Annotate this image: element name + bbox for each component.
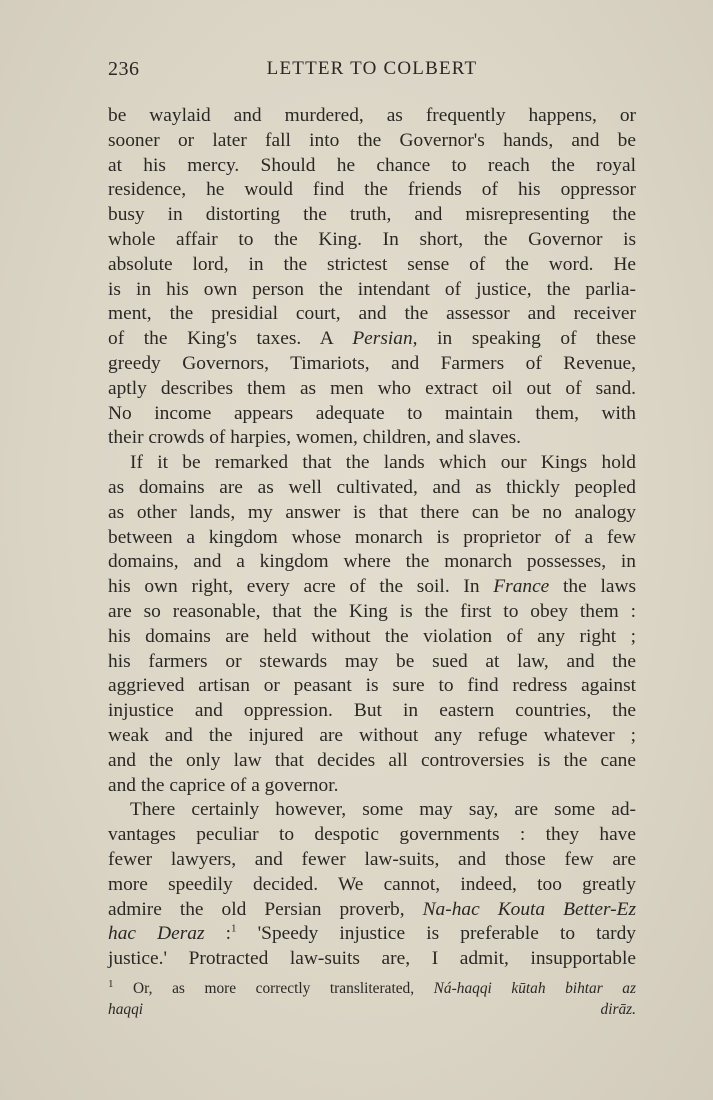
text-line: No income appears adequate to maintain them, with: [108, 402, 636, 424]
body-text: [108, 104, 636, 972]
text-line: [108, 575, 636, 600]
text-line: greedy Governors, Timariots, and Farmers of Revenue,: [108, 352, 636, 374]
text-segment: , in speaking of these: [412, 328, 636, 350]
text-line: aggrieved artisan or peasant is sure to find redress against: [108, 675, 636, 697]
text-line: aptly describes them as men who extract oil out of sand.: [108, 377, 636, 399]
footnote-line: [108, 999, 636, 1020]
text-line: more speedily decided. We cannot, indeed, too greatly: [108, 873, 636, 895]
text-segment: 'Speedy injustice is preferable to tardy: [236, 923, 636, 945]
italic-proverb: Na-hac Kouta Better-Ez: [422, 898, 636, 920]
text-line: are so reasonable, that the King is the first to obey them :: [108, 600, 636, 622]
text-line: weak and the injured are without any refuge whatever ;: [108, 724, 636, 746]
text-line: domains, and a kingdom where the monarch possesses, in: [108, 551, 636, 573]
footnote-italic: Ná-haqqi kūtah bihtar az: [433, 980, 636, 997]
text-line: their crowds of harpies, women, children, and slaves.: [108, 427, 522, 449]
text-line: is in his own person the intendant of justice, the parlia-: [108, 278, 636, 300]
text-line: [108, 922, 636, 947]
text-line: absolute lord, in the strictest sense of the word. He: [108, 253, 636, 275]
text-line: ment, the presidial court, and the assessor and receiver: [108, 303, 636, 325]
text-line: residence, he would find the friends of his oppressor: [108, 179, 636, 201]
text-line: his domains are held without the violation of any right ;: [108, 625, 636, 647]
footnote: [108, 978, 636, 1020]
text-line: [108, 327, 636, 352]
text-line: and the only law that decides all controversies is the cane: [108, 749, 636, 771]
text-line: and the caprice of a governor.: [108, 774, 339, 796]
italic-proverb: hac Deraz: [108, 923, 205, 945]
italic-word: Persian: [352, 328, 413, 350]
text-segment: his own right, every acre of the soil. In: [108, 576, 494, 598]
text-segment: of the King's taxes. A: [108, 328, 353, 350]
footnote-marker: 1: [108, 977, 114, 990]
footnote-italic: haqqi dirāz.: [108, 1001, 636, 1018]
text-line: between a kingdom whose monarch is proprietor of a few: [108, 526, 636, 548]
running-head: LETTER TO COLBERT: [266, 58, 478, 79]
text-line: sooner or later fall into the Governor's hands, and be: [108, 129, 636, 151]
page-number: 236: [108, 58, 140, 80]
text-line: [108, 898, 636, 923]
text-line: as domains are as well cultivated, and as thickly peopled: [108, 476, 636, 498]
footnote-line: [108, 978, 636, 999]
text-line: his farmers or stewards may be sued at law, and the: [108, 650, 636, 672]
text-line: injustice and oppression. But in eastern countries, the: [108, 700, 636, 722]
text-line: justice.' Protracted law-suits are, I admit, insupportable: [108, 948, 636, 970]
text-line: be waylaid and murdered, as frequently happens, or: [108, 105, 636, 126]
text-line: busy in distorting the truth, and misrepresenting the: [108, 204, 636, 226]
footnote-reference: 1: [231, 922, 237, 935]
text-segment: the laws: [549, 576, 636, 598]
text-line: If it be remarked that the lands which our Kings hold: [130, 452, 636, 474]
text-line: vantages peculiar to despotic governments : they have: [108, 824, 636, 846]
text-line: as other lands, my answer is that there can be no analogy: [108, 501, 636, 523]
italic-word: France: [493, 576, 550, 598]
footnote-text: Or, as more correctly transliterated,: [113, 980, 434, 997]
text-line: There certainly however, some may say, are some ad-: [130, 799, 636, 821]
text-line: at his mercy. Should he chance to reach the royal: [108, 154, 636, 176]
text-line: fewer lawyers, and fewer law-suits, and those few are: [108, 848, 636, 870]
text-segment: admire the old Persian proverb,: [108, 898, 423, 920]
page-header: [108, 58, 636, 88]
text-segment: :: [204, 923, 232, 945]
text-line: whole affair to the King. In short, the Governor is: [108, 228, 636, 250]
